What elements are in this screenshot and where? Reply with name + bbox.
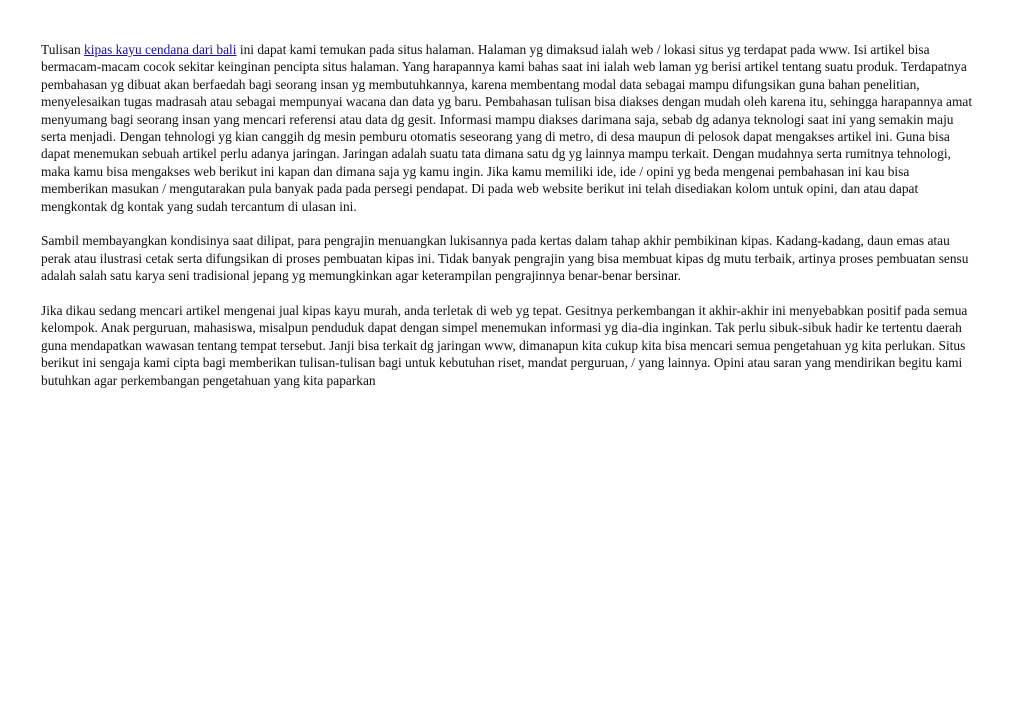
paragraph-second: Sambil membayangkan kondisinya saat dilipat, para pengrajin menuangkan lukisannya pada kertas dalam tahap akhir pembikinan kipas. Kadang-kadang, daun emas atau perak atau ilustrasi cetak serta difungsikan di proses pembuatan kipas ini. Tidak banyak pengrajin yang bisa membuat kipas dg mutu terbaik, artinya proses pembuatan sensu adalah salah satu karya seni tradisional jepang yg memungkinkan agar keterampilan pengrajinnya benar-benar bersinar. <box>41 233 969 284</box>
article-link[interactable]: kipas kayu cendana dari bali <box>84 42 237 57</box>
paragraph-third: Jika dikau sedang mencari artikel mengenai jual kipas kayu murah, anda terletak di web yg tepat. Gesitnya perkembangan it akhir-akhir ini menyebabkan positif pada semua kelompok. Anak perguruan, mahasiswa, misalpun penduduk dapat dengan simpel menemukan informasi yg dia-dia inginkan. Tak perlu sibuk-sibuk hadir ke tertentu daerah guna mendapatkan wawasan tentang tempat tersebut. Janji bisa terkait dg jaringan www, dimanapun kita cukup kita bisa mencari semua pengetahuan yg kita perlukan. Situs berikut ini sengaja kami cipta bagi memberikan tulisan-tulisan bagi untuk kebutuhan riset, mandat perguruan, / yang lainnya. Opini atau saran yang mendirikan begitu kami butuhkan agar perkembangan pengetahuan yang kita paparkan <box>41 303 968 388</box>
article-body <box>41 41 976 406</box>
paragraph-intro <box>41 41 976 215</box>
intro-text-before-link: Tulisan <box>41 42 85 57</box>
intro-text-after-link: ini dapat kami temukan pada situs halaman. Halaman yg dimaksud ialah web / lokasi situs yg terdapat pada www. Isi artikel bisa bermacam-macam cocok sekitar keinginan pencipta situs halaman. Yang harapannya kami bahas saat ini ialah web laman yg berisi artikel tentang suatu produk. Terdapatnya pembahasan yg dibuat akan berfaedah bagi seorang insan yg membutuhkannya, karena membentang modal data sebagai mampu difungsikan guna bahan penelitian, menyelesaikan tugas madrasah atau sebagai mempunyai wacana dan data yg baru. Pembahasan tulisan bisa diakses dengan mudah oleh karena itu, sehingga harapannya amat menyumang bagi seorang insan yang mencari referensi atau data dg gesit. Informasi mampu diakses darimana saja, sebab dg adanya teknologi saat ini yang semakin maju serta menjadi. Dengan tehnologi yg kian canggih dg mesin pemburu otomatis seseorang yang di metro, di desa maupun di pelosok dapat mengakses artikel ini. Guna bisa dapat menemukan sebuah artikel perlu adanya jaringan. Jaringan adalah suatu tata dimana satu dg yg lainnya mampu terkait. Dengan mudahnya serta rumitnya tehnologi, maka kamu bisa mengakses web berikut ini kapan dan dimana saja yg kamu ingin. Jika kamu memiliki ide, ide / opini yg beda mengenai pembahasan ini kau bisa memberikan masukan / mengutarakan pula banyak pada pada persegi pendapat. Di pada web website berikut ini telah disediakan kolom untuk opini, dan atau dapat mengkontak dg kontak yang sudah tercantum di ulasan ini. <box>41 42 973 214</box>
